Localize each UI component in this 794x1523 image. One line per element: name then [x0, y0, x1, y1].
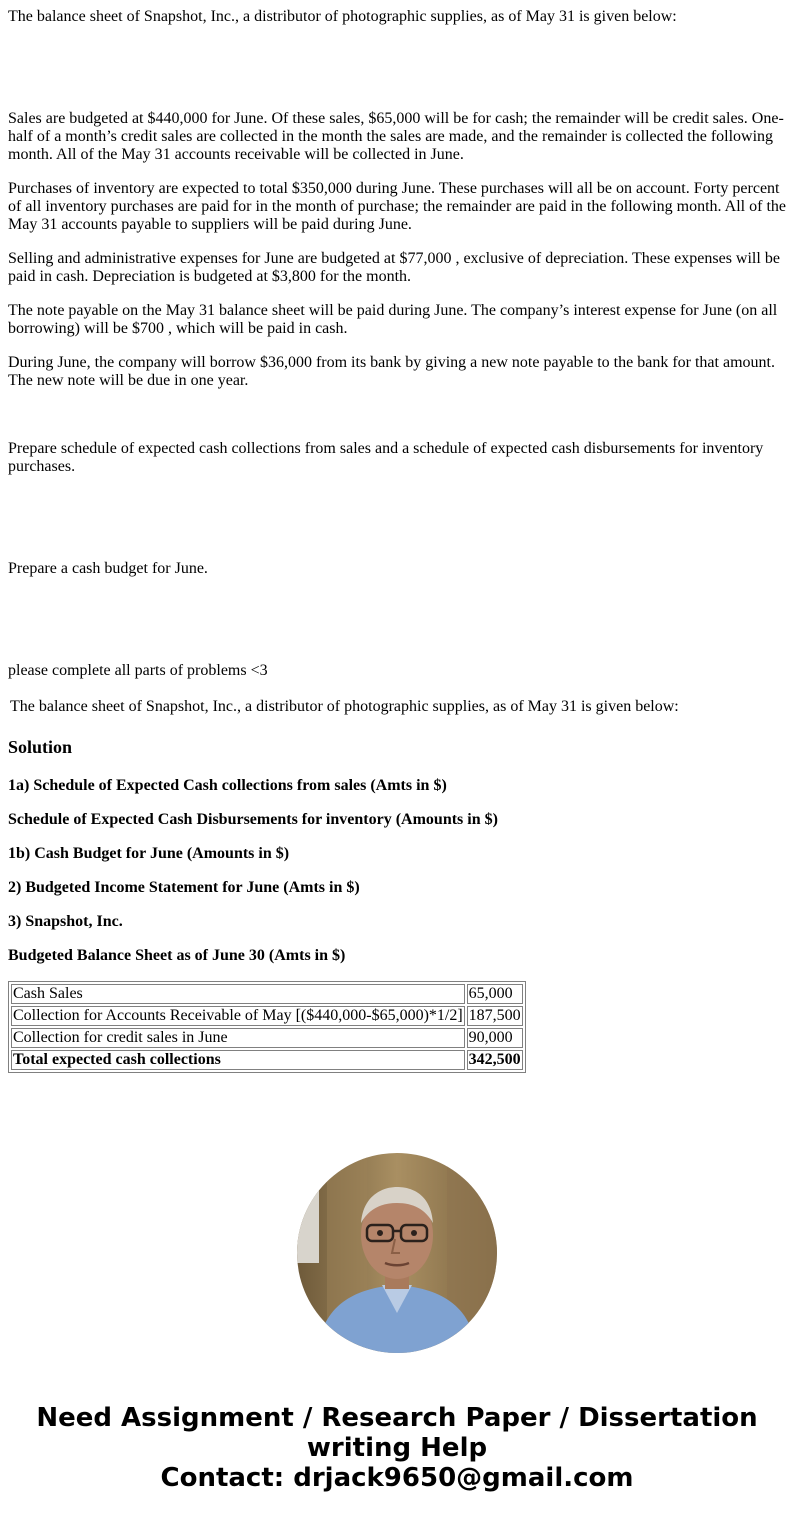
table-row — [11, 1006, 523, 1026]
question-intro: The balance sheet of Snapshot, Inc., a distributor of photographic supplies, as of May 31 is given below: — [8, 8, 677, 25]
tutor-avatar — [297, 1153, 497, 1353]
heading-cash-budget: 1b) Cash Budget for June (Amounts in $) — [8, 845, 290, 862]
question-intro-repeat: The balance sheet of Snapshot, Inc., a distributor of photographic supplies, as of May 31 is given below: — [10, 698, 679, 715]
row-amount: 65,000 — [467, 984, 523, 1004]
row-label: Collection for credit sales in June — [11, 1028, 465, 1048]
help-banner — [0, 1403, 794, 1493]
task-schedule: Prepare schedule of expected cash collections from sales and a schedule of expected cash disbursements for inventory purchases. — [8, 440, 764, 475]
heading-balance-sheet: Budgeted Balance Sheet as of June 30 (Amts in $) — [8, 947, 346, 964]
paragraph-expenses: Selling and administrative expenses for June are budgeted at $77,000 , exclusive of depreciation. These expenses will be paid in cash. Depreciation is budgeted at $3,800 for the month. — [8, 250, 780, 285]
row-label: Total expected cash collections — [11, 1050, 465, 1070]
cash-collections-table — [8, 981, 526, 1073]
banner-contact: Contact: drjack9650@gmail.com — [160, 1463, 634, 1493]
paragraph-borrowing: During June, the company will borrow $36,000 from its bank by giving a new note payable to the bank for that amount. The new note will be due in one year. — [8, 354, 775, 389]
table-row-total — [11, 1050, 523, 1070]
task-cash-budget: Prepare a cash budget for June. — [8, 560, 208, 577]
heading-company-name: 3) Snapshot, Inc. — [8, 913, 123, 930]
heading-income-statement: 2) Budgeted Income Statement for June (Amts in $) — [8, 879, 360, 896]
table-row — [11, 1028, 523, 1048]
row-amount: 342,500 — [468, 1051, 521, 1068]
heading-cash-disbursements: Schedule of Expected Cash Disbursements for inventory (Amounts in $) — [8, 811, 498, 828]
heading-cash-collections: 1a) Schedule of Expected Cash collections from sales (Amts in $) — [8, 777, 447, 794]
row-label: Collection for Accounts Receivable of May [($440,000-$65,000)*1/2] — [13, 1007, 463, 1024]
table-row — [11, 984, 523, 1004]
banner-line-2: writing Help — [306, 1433, 488, 1463]
plea-text: please complete all parts of problems <3 — [8, 662, 268, 679]
row-amount: 187,500 — [468, 1007, 521, 1024]
tutor-portrait-image — [297, 1153, 497, 1353]
paragraph-purchases: Purchases of inventory are expected to total $350,000 during June. These purchases will all be on account. Forty percent of all inventory purchases are paid for in the month of purchase; the remainder are paid in the following month. All of the May 31 accounts payable to suppliers will be paid during June. — [8, 180, 786, 233]
solution-title: Solution — [8, 737, 73, 757]
banner-line-1: Need Assignment / Research Paper / Dissertation — [36, 1403, 758, 1433]
row-amount: 90,000 — [467, 1028, 523, 1048]
paragraph-note-payable: The note payable on the May 31 balance sheet will be paid during June. The company’s interest expense for June (on all borrowing) will be $700 , which will be paid in cash. — [8, 302, 778, 337]
paragraph-sales: Sales are budgeted at $440,000 for June. Of these sales, $65,000 will be for cash; the remainder will be credit sales. One-half of a month’s credit sales are collected in the month the sales are made, and the remainder is collected the following month. All of the May 31 accounts receivable will be collected in June. — [8, 110, 784, 163]
row-label: Cash Sales — [11, 984, 465, 1004]
